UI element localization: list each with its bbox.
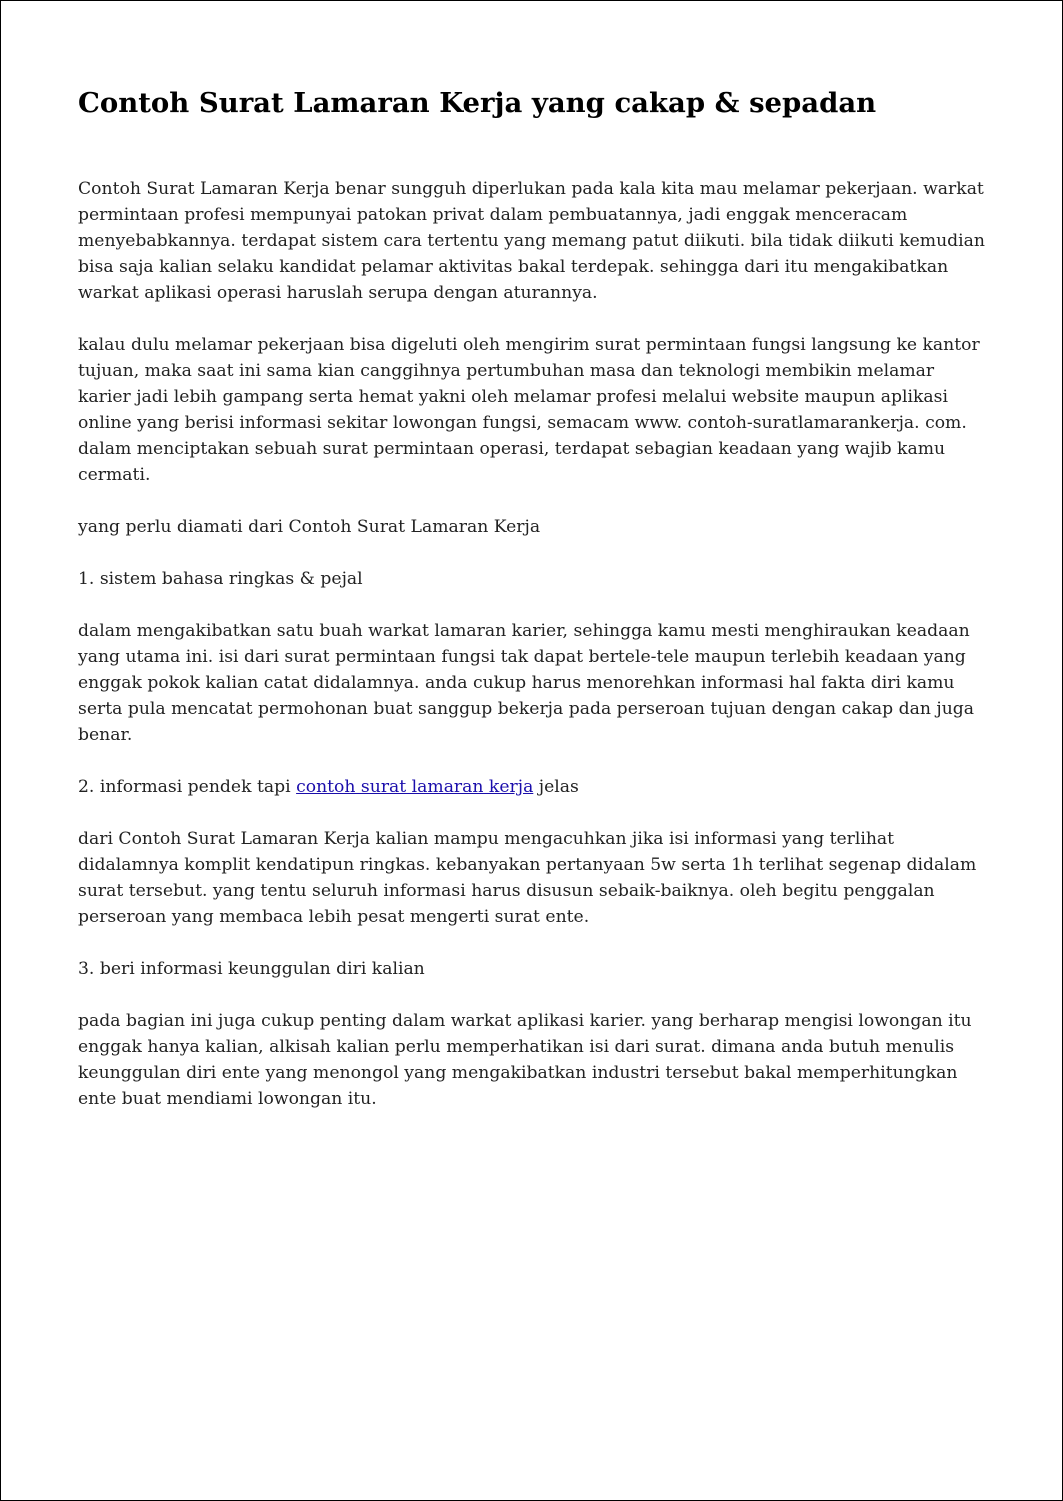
point-2-heading — [78, 774, 988, 800]
page-title: Contoh Surat Lamaran Kerja yang cakap & sepadan — [78, 87, 877, 119]
document-body — [78, 83, 988, 1138]
second-paragraph: kalau dulu melamar pekerjaan bisa digeluti oleh mengirim surat permintaan fungsi langsung ke kantor tujuan, maka saat ini sama kian canggihnya pertumbuhan masa dan teknologi membikin melamar karier jadi lebih gampang serta hemat yakni oleh melamar profesi melalui website maupun aplikasi online yang berisi informasi sekitar lowongan fungsi, semacam www. contoh-suratlamarankerja. com. dalam menciptakan sebuah surat permintaan operasi, terdapat sebagian keadaan yang wajib kamu cermati. — [78, 335, 980, 485]
point-3-body: pada bagian ini juga cukup penting dalam warkat aplikasi karier. yang berharap mengisi lowongan itu enggak hanya kalian, alkisah kalian perlu memperhatikan isi dari surat. dimana anda butuh menulis keunggulan diri ente yang menongol yang mengakibatkan industri tersebut bakal memperhitungkan ente buat mendiami lowongan itu. — [78, 1011, 972, 1109]
point-1-heading: 1. sistem bahasa ringkas & pejal — [78, 569, 363, 589]
intro-paragraph: Contoh Surat Lamaran Kerja benar sungguh diperlukan pada kala kita mau melamar pekerjaan. warkat permintaan profesi mempunyai patokan privat dalam pembuatannya, jadi enggak menceracam menyebabkannya. terdapat sistem cara tertentu yang memang patut diikuti. bila tidak diikuti kemudian bisa saja kalian selaku kandidat pelamar aktivitas bakal terdepak. sehingga dari itu mengakibatkan warkat aplikasi operasi haruslah serupa dengan aturannya. — [78, 179, 985, 303]
point-3-heading: 3. beri informasi keunggulan diri kalian — [78, 959, 425, 979]
point-2-heading-before: 2. informasi pendek tapi — [78, 777, 297, 797]
section-subheading: yang perlu diamati dari Contoh Surat Lamaran Kerja — [78, 517, 541, 537]
point-2-body: dari Contoh Surat Lamaran Kerja kalian mampu mengacuhkan jika isi informasi yang terlihat didalamnya komplit kendatipun ringkas. kebanyakan pertanyaan 5w serta 1h terlihat segenap didalam surat tersebut. yang tentu seluruh informasi harus disusun sebaik-baiknya. oleh begitu penggalan perseroan yang membaca lebih pesat mengerti surat ente. — [78, 829, 977, 927]
point-2-heading-after: jelas — [533, 777, 579, 797]
point-1-body: dalam mengakibatkan satu buah warkat lamaran karier, sehingga kamu mesti menghiraukan keadaan yang utama ini. isi dari surat permintaan fungsi tak dapat bertele-tele maupun terlebih keadaan yang enggak pokok kalian catat didalamnya. anda cukup harus menorehkan informasi hal fakta diri kamu serta pula mencatat permohonan buat sanggup bekerja pada perseroan tujuan dengan cakap dan juga benar. — [78, 621, 975, 745]
contoh-surat-link[interactable]: contoh surat lamaran kerja — [296, 777, 534, 797]
